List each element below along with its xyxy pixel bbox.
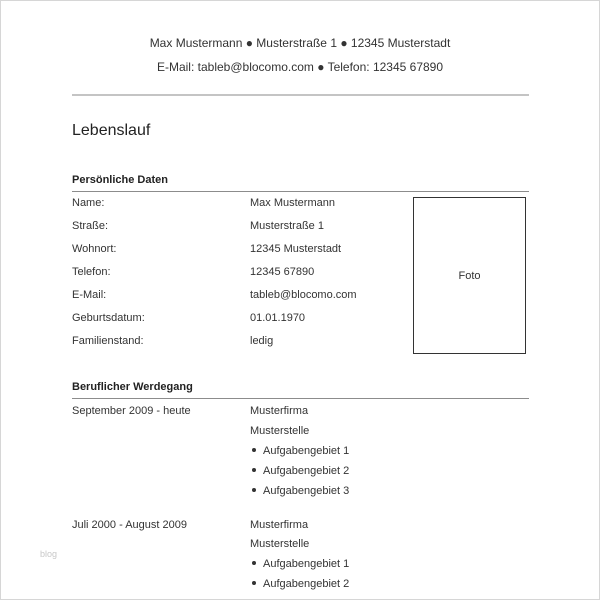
career-entry-1-company: Musterfirma	[250, 405, 309, 417]
label-name: Name:	[72, 197, 105, 209]
section-heading-career: Beruflicher Werdegang	[72, 381, 193, 393]
bullet-icon	[252, 581, 256, 585]
career-entry-1-task: Aufgabengebiet 3	[250, 485, 349, 497]
career-entry-2-date: Juli 2000 - August 2009	[72, 519, 187, 531]
photo-placeholder	[413, 197, 526, 354]
career-entry-1-task: Aufgabengebiet 1	[250, 445, 349, 457]
contact-line-address: Max Mustermann ● Musterstraße 1 ● 12345 Musterstadt	[149, 36, 451, 50]
bullet-icon	[252, 468, 256, 472]
value-city: 12345 Musterstadt	[250, 243, 342, 255]
value-marital-status: ledig	[250, 335, 274, 347]
career-entry-2-task: Aufgabengebiet 2	[250, 578, 349, 590]
career-entry-2-company: Musterfirma	[250, 519, 309, 531]
career-entry-1-position: Musterstelle	[250, 425, 310, 437]
career-entry-1-task: Aufgabengebiet 2	[250, 465, 349, 477]
career-entry-2-position: Musterstelle	[250, 538, 310, 550]
watermark-text: blog	[40, 549, 58, 559]
career-entry-1-date: September 2009 - heute	[72, 405, 191, 417]
contact-line-email-phone: E-Mail: tableb@blocomo.com ● Telefon: 12345 67890	[156, 60, 444, 74]
career-entry-2-task: Aufgabengebiet 1	[250, 558, 349, 570]
section-divider-career	[72, 398, 529, 399]
header-divider	[72, 94, 529, 96]
label-city: Wohnort:	[72, 243, 117, 255]
section-heading-personal: Persönliche Daten	[72, 174, 168, 186]
label-birthdate: Geburtsdatum:	[72, 312, 145, 324]
photo-label: Foto	[458, 269, 481, 282]
value-birthdate: 01.01.1970	[250, 312, 306, 324]
bullet-icon	[252, 448, 256, 452]
label-street: Straße:	[72, 220, 109, 232]
label-email: E-Mail:	[72, 289, 107, 301]
bullet-icon	[252, 561, 256, 565]
bullet-icon	[252, 488, 256, 492]
value-name: Max Mustermann	[250, 197, 335, 209]
value-phone: 12345 67890	[250, 266, 315, 278]
section-divider-personal	[72, 191, 529, 192]
label-phone: Telefon:	[72, 266, 111, 278]
value-street: Musterstraße 1	[250, 220, 324, 232]
page-title: Lebenslauf	[72, 122, 151, 139]
label-marital-status: Familienstand:	[72, 335, 144, 347]
value-email: tableb@blocomo.com	[250, 289, 357, 301]
